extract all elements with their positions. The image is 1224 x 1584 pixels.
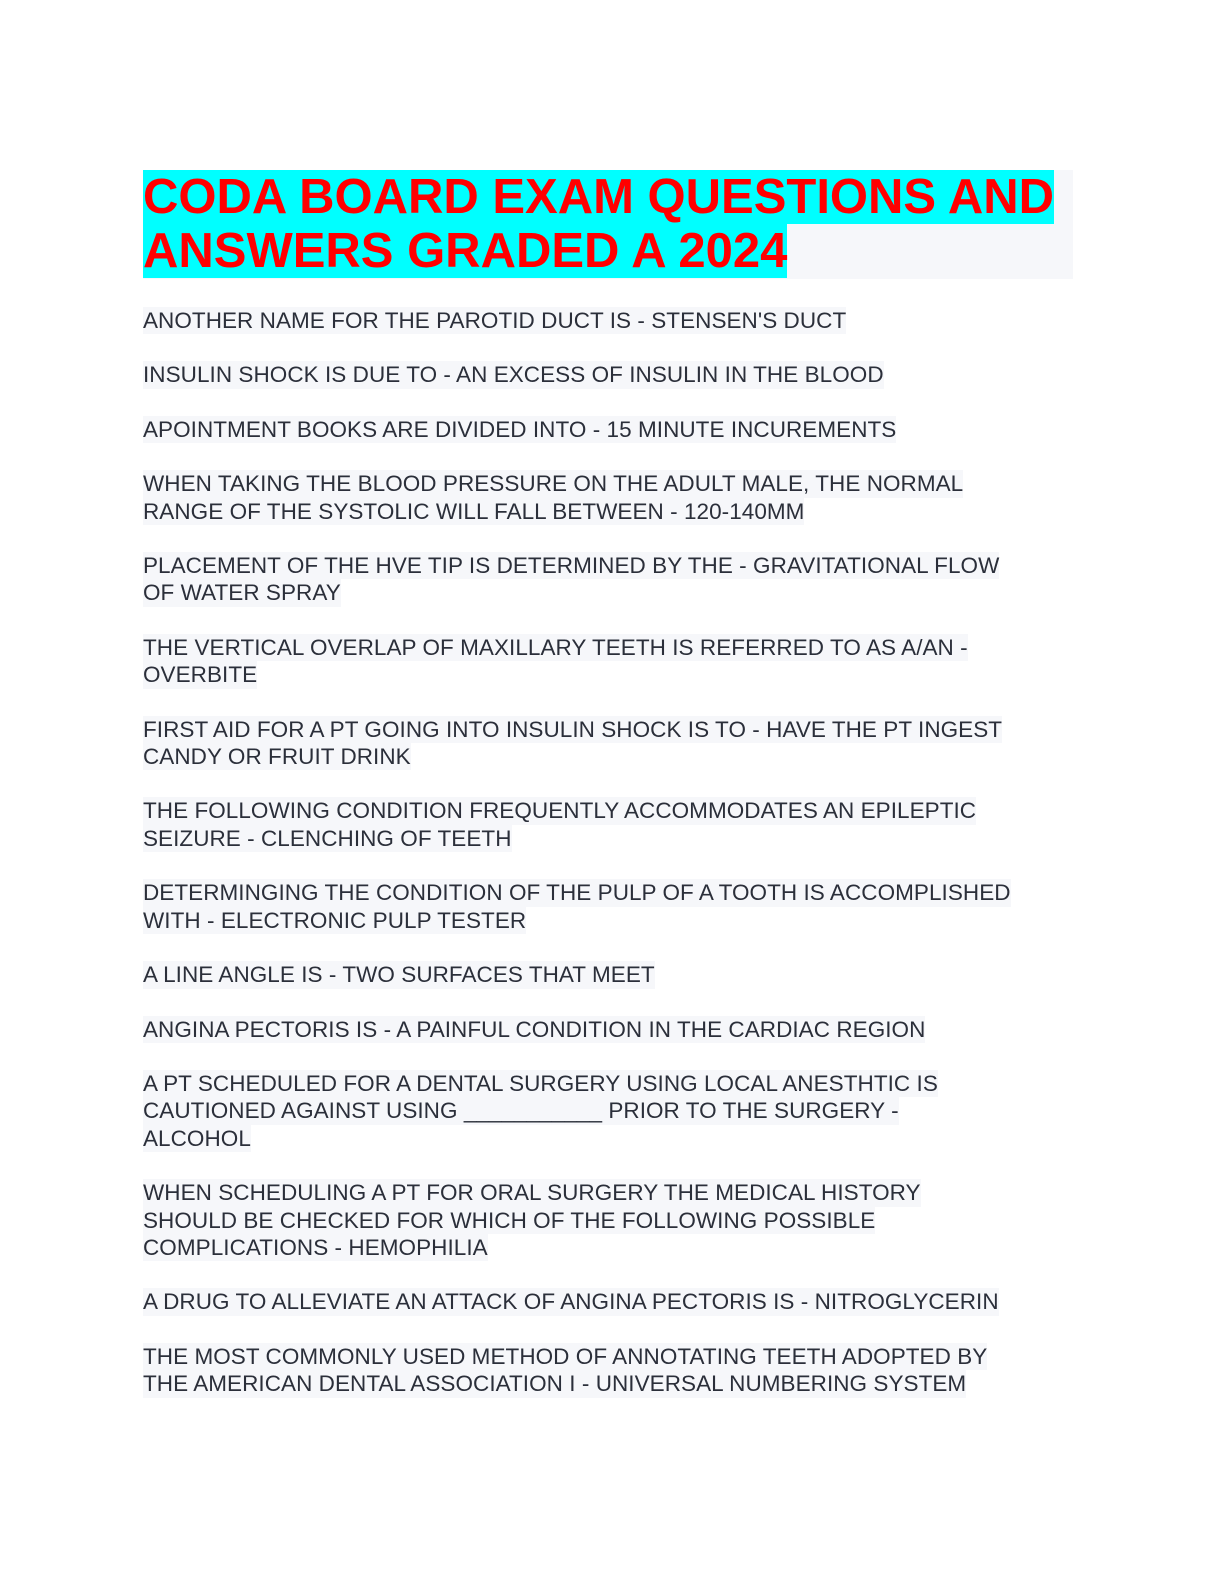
qa-item: [143, 416, 1083, 443]
qa-line-row: [143, 797, 1083, 824]
qa-line-row: [143, 1370, 1083, 1397]
qa-line-row: [143, 1070, 1083, 1097]
qa-line: COMPLICATIONS - HEMOPHILIA: [143, 1234, 488, 1260]
qa-line-row: [143, 961, 1083, 988]
qa-line: A DRUG TO ALLEVIATE AN ATTACK OF ANGINA PECTORIS IS - NITROGLYCERIN: [143, 1289, 999, 1315]
qa-line-row: [143, 743, 1083, 770]
qa-line-row: [143, 661, 1083, 688]
qa-line-row: [143, 416, 1083, 443]
qa-item: [143, 552, 1083, 607]
qa-item: [143, 470, 1083, 525]
title-line-1: CODA BOARD EXAM QUESTIONS AND: [143, 170, 1055, 224]
qa-line: APOINTMENT BOOKS ARE DIVIDED INTO - 15 MINUTE INCUREMENTS: [143, 416, 897, 442]
qa-item: [143, 361, 1083, 388]
qa-line-row: [143, 1097, 1083, 1124]
qa-line-row: [143, 907, 1083, 934]
qa-item: [143, 1179, 1083, 1261]
qa-item: [143, 634, 1083, 689]
qa-item: [143, 307, 1083, 334]
qa-line: SEIZURE - CLENCHING OF TEETH: [143, 825, 512, 851]
title-line-2: ANSWERS GRADED A 2024: [143, 224, 788, 278]
qa-line-row: [143, 1343, 1083, 1370]
qa-line-row: [143, 634, 1083, 661]
qa-item: [143, 1016, 1083, 1043]
qa-line-row: [143, 1016, 1083, 1043]
qa-line-row: [143, 1179, 1083, 1206]
qa-line: WITH - ELECTRONIC PULP TESTER: [143, 907, 527, 933]
qa-line-row: [143, 579, 1083, 606]
qa-line: CAUTIONED AGAINST USING ___________ PRIOR TO THE SURGERY -: [143, 1098, 899, 1124]
qa-line: OVERBITE: [143, 662, 258, 688]
qa-line: A PT SCHEDULED FOR A DENTAL SURGERY USING LOCAL ANESTHTIC IS: [143, 1070, 938, 1096]
qa-line: THE FOLLOWING CONDITION FREQUENTLY ACCOMMODATES AN EPILEPTIC: [143, 798, 977, 824]
title-line-2-row: [143, 224, 1073, 278]
qa-line-row: [143, 470, 1083, 497]
qa-line-row: [143, 1125, 1083, 1152]
qa-line-row: [143, 1207, 1083, 1234]
qa-line-row: [143, 825, 1083, 852]
qa-item: [143, 716, 1083, 771]
qa-item: [143, 961, 1083, 988]
qa-line-row: [143, 716, 1083, 743]
qa-line: OF WATER SPRAY: [143, 580, 341, 606]
qa-item: [143, 1288, 1083, 1315]
document-title: [143, 170, 1073, 279]
qa-item: [143, 1343, 1083, 1398]
qa-line: FIRST AID FOR A PT GOING INTO INSULIN SHOCK IS TO - HAVE THE PT INGEST: [143, 716, 1003, 742]
qa-line-row: [143, 1288, 1083, 1315]
qa-line: DETERMINGING THE CONDITION OF THE PULP OF A TOOTH IS ACCOMPLISHED: [143, 880, 1011, 906]
qa-line: INSULIN SHOCK IS DUE TO - AN EXCESS OF INSULIN IN THE BLOOD: [143, 362, 884, 388]
qa-line: ANGINA PECTORIS IS - A PAINFUL CONDITION IN THE CARDIAC REGION: [143, 1016, 926, 1042]
qa-line: SHOULD BE CHECKED FOR WHICH OF THE FOLLOWING POSSIBLE: [143, 1207, 876, 1233]
qa-line-row: [143, 552, 1083, 579]
qa-line: WHEN TAKING THE BLOOD PRESSURE ON THE ADULT MALE, THE NORMAL: [143, 471, 964, 497]
qa-line: A LINE ANGLE IS - TWO SURFACES THAT MEET: [143, 962, 655, 988]
qa-line: THE VERTICAL OVERLAP OF MAXILLARY TEETH IS REFERRED TO AS A/AN -: [143, 634, 968, 660]
qa-item: [143, 879, 1083, 934]
qa-line-row: [143, 879, 1083, 906]
qa-line-row: [143, 1234, 1083, 1261]
qa-line: THE AMERICAN DENTAL ASSOCIATION I - UNIVERSAL NUMBERING SYSTEM: [143, 1371, 967, 1397]
qa-line: ALCOHOL: [143, 1125, 251, 1151]
qa-line-row: [143, 498, 1083, 525]
qa-line: WHEN SCHEDULING A PT FOR ORAL SURGERY THE MEDICAL HISTORY: [143, 1180, 921, 1206]
qa-line: CANDY OR FRUIT DRINK: [143, 744, 411, 770]
qa-line: PLACEMENT OF THE HVE TIP IS DETERMINED BY THE - GRAVITATIONAL FLOW: [143, 553, 1000, 579]
qa-item: [143, 1070, 1083, 1152]
qa-line: THE MOST COMMONLY USED METHOD OF ANNOTATING TEETH ADOPTED BY: [143, 1343, 988, 1369]
qa-line-row: [143, 307, 1083, 334]
qa-line-row: [143, 361, 1083, 388]
title-line-1-row: [143, 170, 1073, 224]
qa-item: [143, 797, 1083, 852]
qa-line: ANOTHER NAME FOR THE PAROTID DUCT IS - STENSEN'S DUCT: [143, 308, 847, 333]
question-answer-list: [143, 307, 1083, 1425]
qa-line: RANGE OF THE SYSTOLIC WILL FALL BETWEEN - 120-140MM: [143, 498, 805, 524]
